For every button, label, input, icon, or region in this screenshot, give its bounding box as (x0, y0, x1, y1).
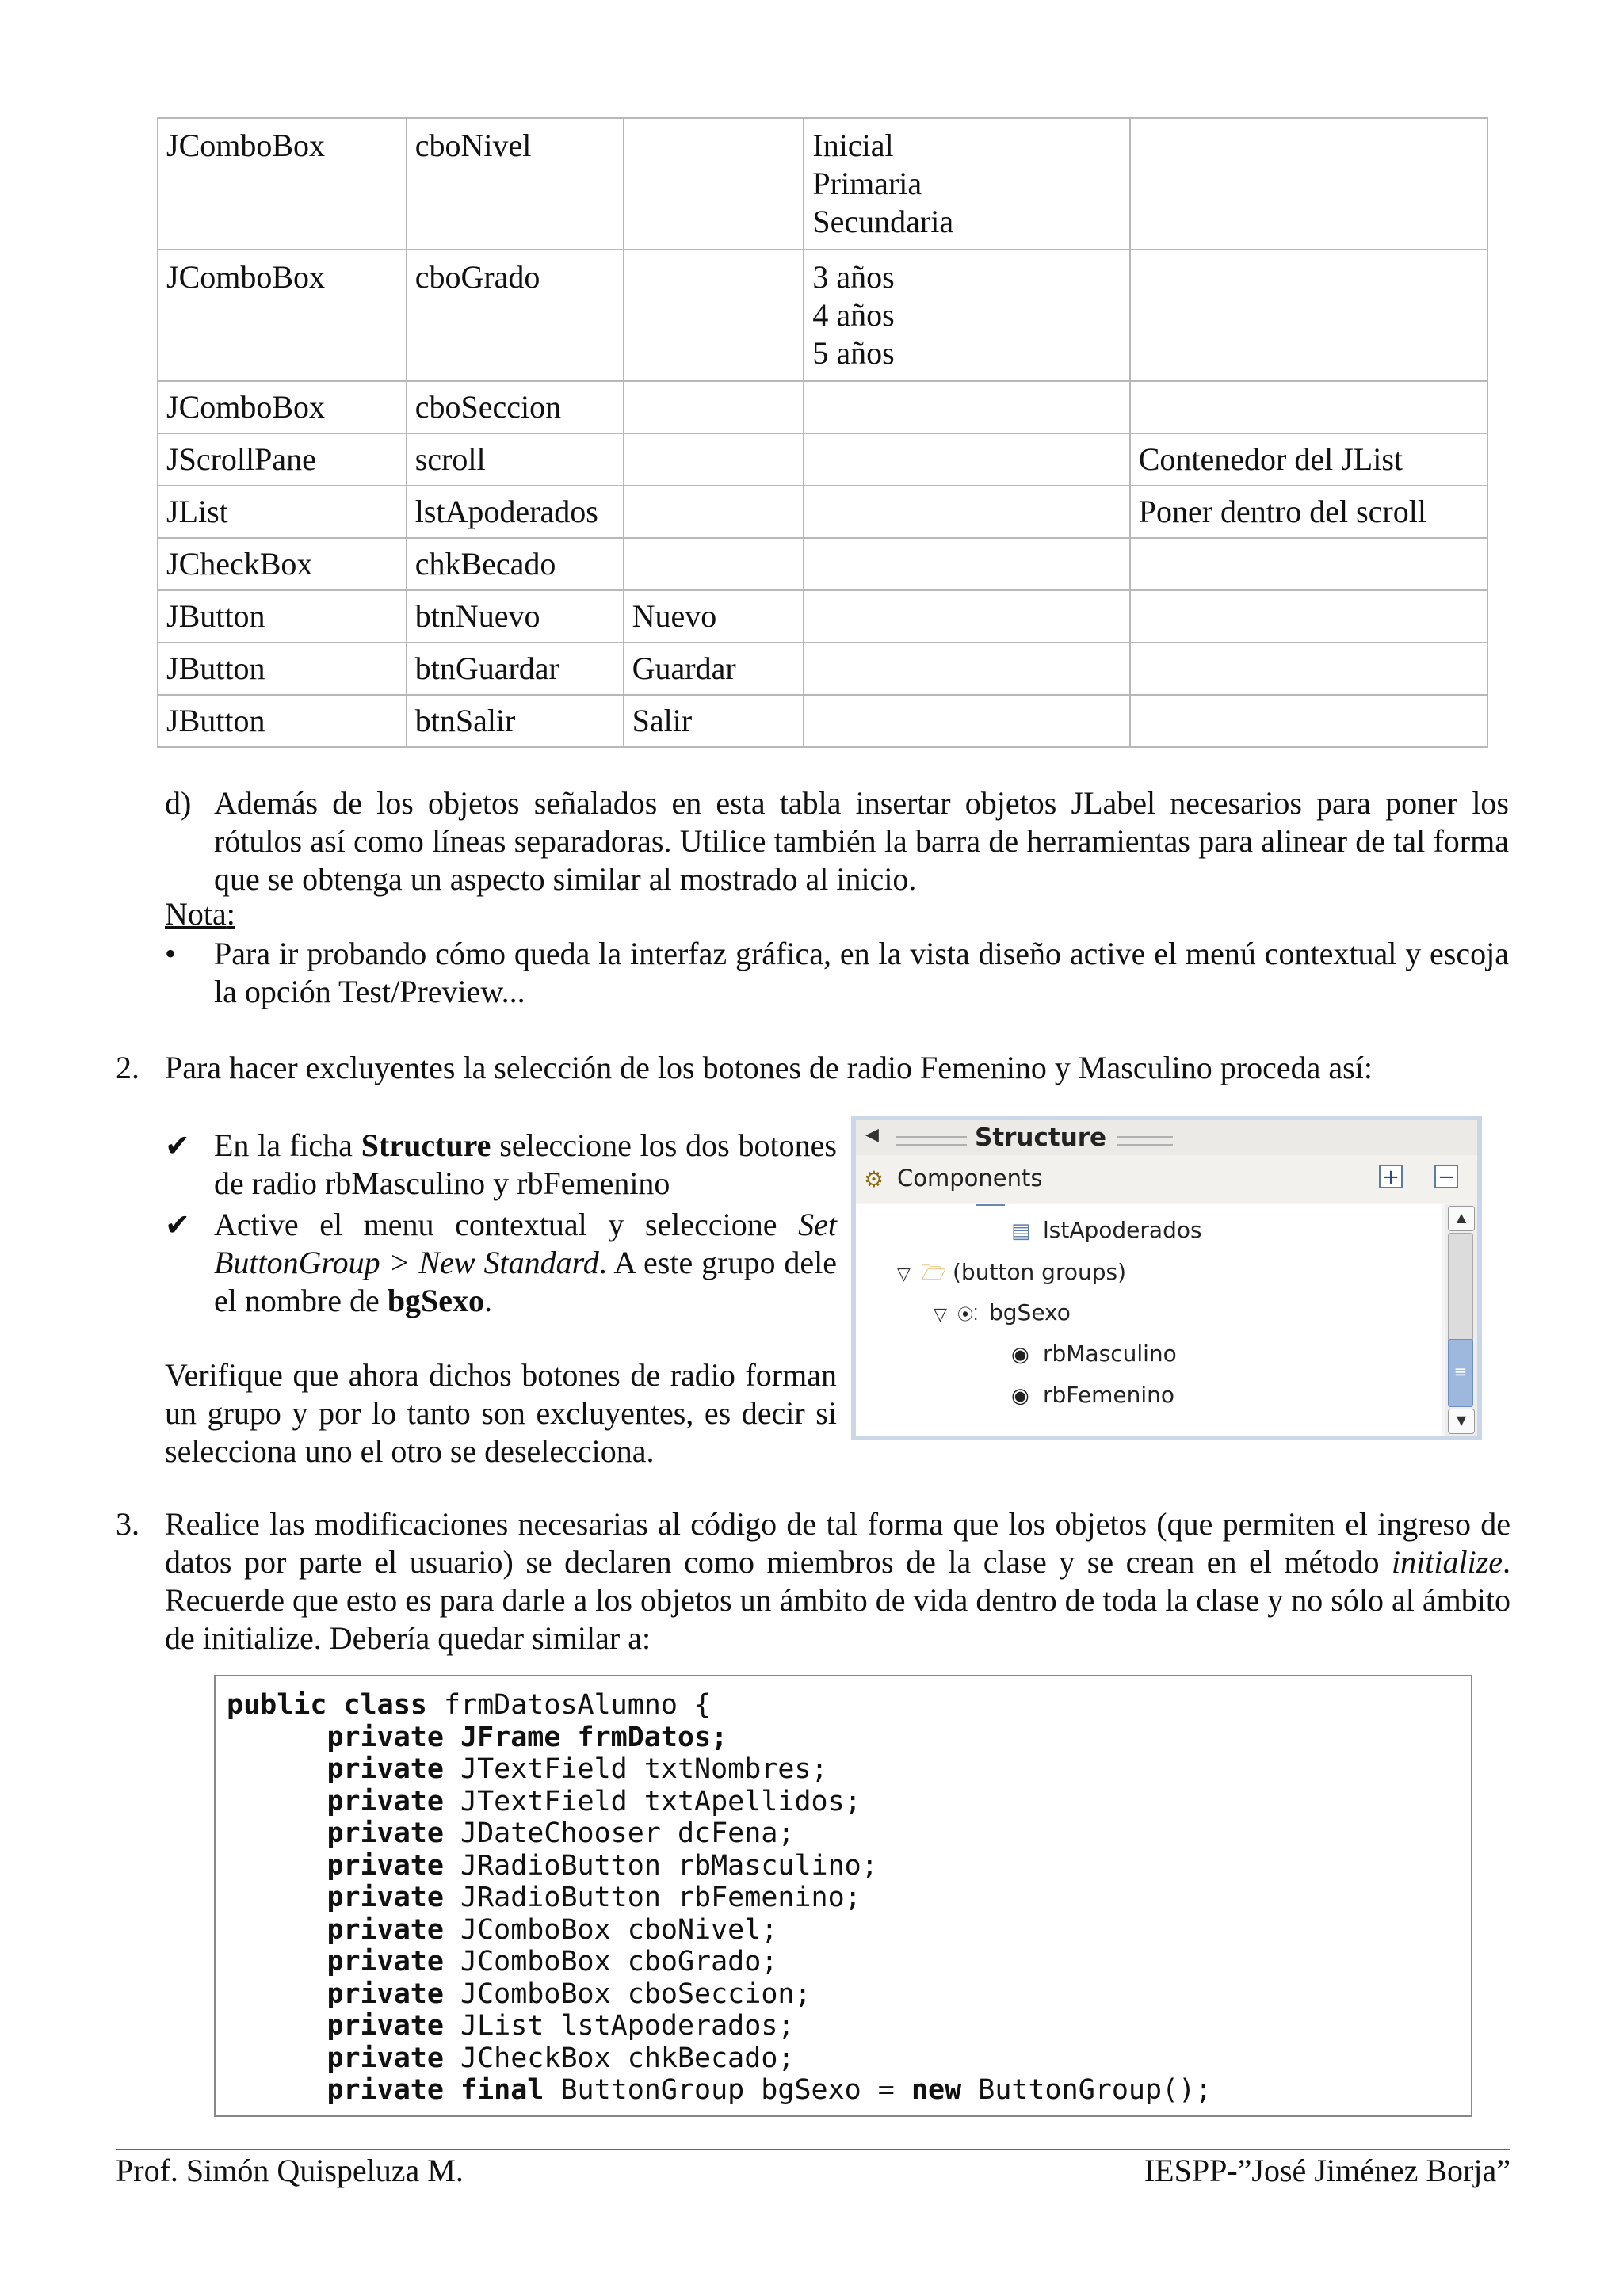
scroll-thumb[interactable]: ≡ (1448, 1233, 1473, 1407)
checkmark-icon: ✔ (165, 1128, 190, 1163)
components-icon: ⚙ (864, 1166, 884, 1192)
code-line: private JDateChooser dcFena; (327, 1817, 795, 1849)
cell-note (1130, 381, 1487, 433)
cell-type: JButton (158, 590, 407, 643)
code-line: private JCheckBox chkBecado; (327, 2042, 795, 2074)
grip-icon (1117, 1136, 1173, 1146)
cell-name: btnNuevo (407, 590, 624, 643)
cell-note (1130, 538, 1487, 590)
check1-pre: En la ficha (214, 1127, 361, 1163)
grip-icon (896, 1136, 967, 1146)
tree-item-rbfemenino[interactable]: ◉ rbFemenino (1011, 1382, 1174, 1408)
cell-text (624, 433, 804, 486)
check2-bold: bgSexo (387, 1283, 485, 1318)
cell-type: JCheckBox (158, 538, 407, 590)
nota-label (165, 895, 235, 933)
cell-text (624, 250, 804, 381)
code-line: private JRadioButton rbFemenino; (327, 1882, 861, 1913)
footer-divider (116, 2149, 1510, 2150)
code-line: public class frmDatosAlumno { (227, 1689, 712, 1721)
table-row (158, 250, 1487, 381)
cell-text (624, 538, 804, 590)
code-line: private JFrame frmDatos; (327, 1721, 728, 1753)
table-row (158, 590, 1487, 643)
cell-name: cboNivel (407, 118, 624, 250)
cell-name: cboGrado (407, 250, 624, 381)
code-line: private final ButtonGroup bgSexo = new ButtonGroup(); (327, 2074, 1212, 2106)
cell-items (804, 486, 1129, 538)
structure-title: Structure (975, 1123, 1107, 1152)
nota-colon: : (226, 896, 235, 932)
check2-italic: Set ButtonGroup > New Standard (214, 1207, 837, 1280)
item-3 (116, 1505, 1510, 1657)
cell-note (1130, 118, 1487, 250)
cell-text: Nuevo (624, 590, 804, 643)
scroll-down-icon[interactable]: ▼ (1448, 1409, 1475, 1434)
item-option: 4 años (812, 297, 895, 333)
tree-scrollbar[interactable] (1445, 1204, 1477, 1436)
cell-text (624, 118, 804, 250)
code-line: private JComboBox cboSeccion; (327, 1978, 812, 2010)
cell-items (804, 538, 1129, 590)
cell-name: cboSeccion (407, 381, 624, 433)
cell-name: btnGuardar (407, 643, 624, 695)
cell-items (804, 590, 1129, 643)
list-icon: ▤ (1011, 1219, 1031, 1243)
check-item-1 (165, 1127, 837, 1203)
cell-name: chkBecado (407, 538, 624, 590)
check2-mid: . A este grupo dele el nombre de (214, 1245, 837, 1318)
checklist (165, 1127, 837, 1323)
cell-note: Contenedor del JList (1130, 433, 1487, 486)
code-line: private JComboBox cboGrado; (327, 1946, 778, 1978)
item-3-post: . Recuerde que esto es para darle a los objetos un ámbito de vida dentro de toda la clase y no sólo al ámbito de initialize. Debería quedar similar a: (165, 1544, 1510, 1656)
cell-name: scroll (407, 433, 624, 486)
button-group-icon: ⦿⁚ (957, 1305, 979, 1324)
cell-type: JComboBox (158, 118, 407, 250)
nota-bullet-item (165, 935, 1509, 1011)
expanded-triangle-icon: ▽ (897, 1264, 911, 1284)
item-3-italic: initialize (1392, 1544, 1503, 1580)
table-row (158, 643, 1487, 695)
components-label: Components (897, 1165, 1043, 1192)
cell-text (624, 381, 804, 433)
tree-item-lstapoderados[interactable]: ▤ lstApoderados (1011, 1217, 1202, 1243)
nota-bullet-text: Para ir probando cómo queda la interfaz gráfica, en la vista diseño active el menú contextual y escoja la opción Test/Preview... (214, 936, 1509, 1009)
code-line: private JList lstApoderados; (327, 2010, 795, 2042)
code-line: private JComboBox cboNivel; (327, 1913, 778, 1946)
item-d-label: d) (165, 785, 192, 821)
cell-items (804, 381, 1129, 433)
nota-label-text: Nota (165, 896, 227, 932)
check2-post: . (484, 1283, 493, 1318)
check1-post: seleccione los dos botones de radio rbMasculino y rbFemenino (214, 1127, 837, 1201)
check1-bold: Structure (361, 1127, 491, 1163)
code-line: private JTextField txtNombres; (327, 1753, 828, 1785)
item-option: Inicial (812, 128, 894, 163)
cell-text (624, 486, 804, 538)
verify-paragraph: Verifique que ahora dichos botones de radio forman un grupo y por lo tanto son excluyentes, es decir si selecciona uno el otro se deselecciona. (165, 1357, 837, 1469)
table-row (158, 381, 1487, 433)
cell-items (804, 695, 1129, 747)
components-header (856, 1155, 1477, 1203)
footer-institution: IESPP-”José Jiménez Borja” (1144, 2153, 1510, 2188)
footer-author: Prof. Simón Quispeluza M. (116, 2153, 464, 2188)
expand-all-icon[interactable]: + (1379, 1165, 1403, 1188)
scroll-up-icon[interactable]: ▲ (1448, 1206, 1475, 1231)
cell-items (804, 433, 1129, 486)
item-option: 3 años (812, 259, 895, 295)
collapse-all-icon[interactable]: − (1434, 1165, 1458, 1188)
table-row (158, 433, 1487, 486)
item-3-pre: Realice las modificaciones necesarias al código de tal forma que los objetos (que permiten el ingreso de datos por parte el usuario) se declaren como miembros de la clase y se crean en el método (165, 1506, 1510, 1580)
code-line: private JTextField txtApellidos; (327, 1785, 861, 1817)
tree-item-rbmasculino[interactable]: ◉ rbMasculino (1011, 1341, 1177, 1367)
tree-item-button-groups[interactable]: ▽ 🗁 (button groups) (897, 1258, 1126, 1293)
cell-type: JComboBox (158, 250, 407, 381)
cell-type: JComboBox (158, 381, 407, 433)
tree-item-bgsexo[interactable]: ▽ ⦿⁚ bgSexo (934, 1299, 1071, 1325)
structure-panel-screenshot (851, 1116, 1482, 1440)
cell-items (804, 643, 1129, 695)
item-d-text: Además de los objetos señalados en esta tabla insertar objetos JLabel necesarios para poner los rótulos así como líneas separadoras. Utilice también la barra de herramientas para alinear de tal forma que se obtenga un aspecto similar al mostrado al inicio. (214, 785, 1509, 897)
item-option: 5 años (812, 335, 895, 371)
table-row (158, 538, 1487, 590)
radio-icon: ◉ (1011, 1343, 1029, 1367)
cell-note (1130, 695, 1487, 747)
cell-note (1130, 250, 1487, 381)
checkmark-icon: ✔ (165, 1207, 190, 1242)
cell-note: Poner dentro del scroll (1130, 486, 1487, 538)
check-item-2 (165, 1206, 837, 1320)
table-row (158, 118, 1487, 250)
tree-connector (976, 1204, 1005, 1206)
controls-table (157, 117, 1488, 748)
expanded-triangle-icon: ▽ (934, 1305, 947, 1325)
item-2-number: 2. (116, 1050, 139, 1085)
cell-items (804, 250, 1129, 381)
code-block (214, 1675, 1472, 2117)
check2-pre: Active el menu contextual y seleccione (214, 1207, 799, 1242)
cell-type: JButton (158, 643, 407, 695)
cell-type: JButton (158, 695, 407, 747)
cell-note (1130, 643, 1487, 695)
folder-icon: 🗁 (921, 1261, 947, 1285)
item-option: Secundaria (812, 204, 954, 239)
bullet-icon: • (165, 936, 177, 971)
cell-type: JList (158, 486, 407, 538)
cell-name: lstApoderados (407, 486, 624, 538)
item-option: Primaria (812, 166, 922, 201)
cell-text: Salir (624, 695, 804, 747)
cell-text: Guardar (624, 643, 804, 695)
code-line: private JRadioButton rbMasculino; (327, 1849, 878, 1882)
cell-items (804, 118, 1129, 250)
component-tree (856, 1204, 1442, 1436)
table-row (158, 695, 1487, 747)
table-row (158, 486, 1487, 538)
cell-type: JScrollPane (158, 433, 407, 486)
structure-header (856, 1120, 1477, 1156)
radio-icon: ◉ (1011, 1384, 1029, 1408)
item-d-paragraph (165, 784, 1509, 898)
item-2 (116, 1049, 1510, 1087)
collapse-left-icon: ◀ (865, 1125, 879, 1145)
item-3-number: 3. (116, 1506, 139, 1542)
item-2-text: Para hacer excluyentes la selección de los botones de radio Femenino y Masculino proceda así: (165, 1050, 1373, 1085)
cell-name: btnSalir (407, 695, 624, 747)
cell-note (1130, 590, 1487, 643)
